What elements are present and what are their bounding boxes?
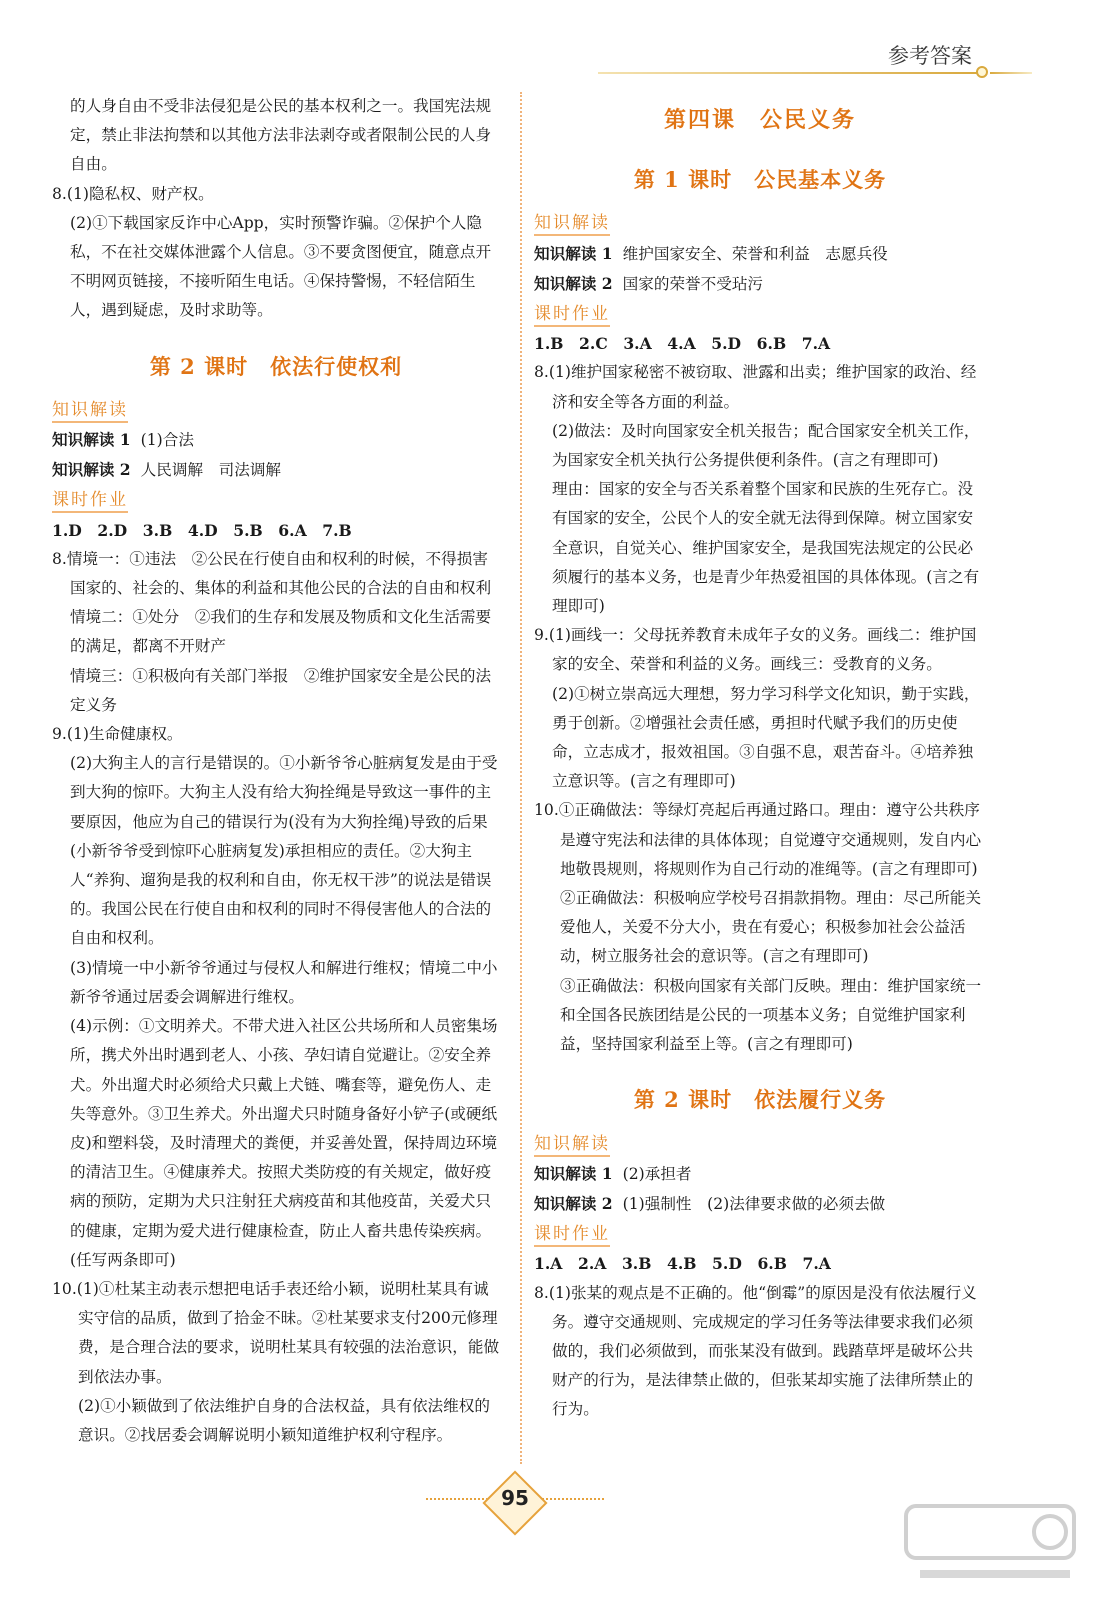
header-tail xyxy=(990,72,1032,74)
section-label-homework: 课时作业 xyxy=(52,489,128,513)
kp-label: 知识解读 2 xyxy=(534,273,613,293)
question-9-part1: 9.(1)生命健康权。 xyxy=(52,725,183,744)
paragraph: 的人身自由不受非法侵犯是公民的基本权利之一。我国宪法规定，禁止非法拘禁和以其他方法非法剥夺或者限制公民的人身自由。 xyxy=(70,97,492,174)
kp-text: (1)强制性 (2)法律要求做的必须去做 xyxy=(622,1194,886,1213)
question-8-scenario-2: 情境二：①处分 ②我们的生存和发展及物质和文化生活需要的满足，都离不开财产 xyxy=(70,608,492,656)
question-8-part1: 8.(1)维护国家秘密不被窃取、泄露和出卖；维护国家的政治、经济和安全等各方面的利益。 xyxy=(534,363,977,411)
choice-answers: 1.B 2.C 3.A 4.A 5.D 6.B 7.A xyxy=(534,334,831,354)
question-9-part2: (2)①树立崇高远大理想，努力学习科学文化知识，勤于实践，勇于创新。②增强社会责任感，勇担时代赋予我们的历史使命，立志成才，报效祖国。③自强不息，艰苦奋斗。④培养独立意识等。(言之有理即可) xyxy=(552,684,980,791)
header-label: 参考答案 xyxy=(888,44,972,68)
question-10-part2: (2)①小颖做到了依法维护自身的合法权益，具有依法维权的意识。②找居委会调解说明小颖知道维护权利守程序。 xyxy=(78,1396,490,1444)
header-rule xyxy=(598,72,978,74)
knowledge-point-2 xyxy=(52,455,500,485)
section-label-knowledge: 知识解读 xyxy=(534,212,610,236)
watermark-logo xyxy=(900,1500,1080,1590)
knowledge-point-2 xyxy=(534,269,986,299)
right-column xyxy=(534,92,986,1425)
question-10-part1: 10.①正确做法：等绿灯亮起后再通过路口。理由：遵守公共秩序是遵守宪法和法律的具体体现；自觉遵守交通规则，发自内心地敬畏规则，将规则作为自己行动的准绳等。(言之有理即可) xyxy=(534,801,982,878)
lesson-title: 第 1 课时 公民基本义务 xyxy=(633,167,887,193)
knowledge-point-1 xyxy=(52,425,500,455)
column-divider xyxy=(520,92,522,1464)
question-9-part2: (2)大狗主人的言行是错误的。①小新爷爷心脏病复发是由于受到大狗的惊吓。大狗主人没有给大狗拴绳是导致这一事件的主要原因，他应为自己的错误行为(没有为大狗拴绳)导致的后果(小新爷爷受到惊吓心脏病复发)承担相应的责任。②大狗主人“养狗、遛狗是我的权利和自由，你无权干涉”的说法是错误的。我国公民在行使自由和权利的同时不得侵害他人的合法的自由和权利。 xyxy=(70,754,498,948)
kp-label: 知识解读 2 xyxy=(534,1193,613,1213)
kp-text: 维护国家安全、荣誉和利益 志愿兵役 xyxy=(622,244,888,263)
knowledge-point-1 xyxy=(534,1159,986,1189)
page-dots-right xyxy=(542,1498,604,1500)
left-column xyxy=(52,92,500,1450)
question-10-part3: ③正确做法：积极向国家有关部门反映。理由：维护国家统一和全国各民族团结是公民的一项基本义务；自觉维护国家利益，坚持国家利益至上等。(言之有理即可) xyxy=(560,976,982,1054)
lesson-title: 第 2 课时 依法行使权利 xyxy=(149,353,403,379)
section-label-homework: 课时作业 xyxy=(534,303,610,327)
knowledge-point-2 xyxy=(534,1189,986,1219)
page-number: 95 xyxy=(501,1486,529,1510)
question-8-scenario-1: 8.情境一：①违法 ②公民在行使自由和权利的时候，不得损害国家的、社会的、集体的利益和其他公民的合法的自由和权利 xyxy=(52,549,492,598)
question-8-part1: 8.(1)隐私权、财产权。 xyxy=(52,184,214,203)
kp-text: (2)承担者 xyxy=(622,1164,692,1183)
question-10-part2: ②正确做法：积极响应学校号召捐款捐物。理由：尽己所能关爱他人，关爱不分大小，贵在有爱心；积极参加社会公益活动，树立服务社会的意识等。(言之有理即可) xyxy=(560,889,982,966)
unit-title: 第四课 公民义务 xyxy=(663,107,856,133)
choice-answers: 1.A 2.A 3.B 4.B 5.D 6.B 7.A xyxy=(534,1254,831,1274)
kp-label: 知识解读 1 xyxy=(534,243,613,263)
kp-text: 人民调解 司法调解 xyxy=(140,461,282,480)
question-9-part1: 9.(1)画线一：父母抚养教育未成年子女的义务。画线二：维护国家的安全、荣誉和利益的义务。画线三：受教育的义务。 xyxy=(534,626,977,674)
section-label-knowledge: 知识解读 xyxy=(534,1133,610,1157)
kp-label: 知识解读 1 xyxy=(52,430,131,450)
question-8-part2: (2)做法：及时向国家安全机关报告；配合国家安全机关工作，为国家安全机关执行公务提供便利条件。(言之有理即可) xyxy=(552,421,980,470)
question-9-part4: (4)示例：①文明养犬。不带犬进入社区公共场所和人员密集场所，携犬外出时遇到老人、小孩、孕妇请自觉避让。②安全养犬。外出遛犬时必须给犬只戴上犬链、嘴套等，避免伤人、走失等意外。③卫生养犬。外出遛犬只时随身备好小铲子(或硬纸皮)和塑料袋，及时清理犬的粪便，并妥善处置，保持周边环境的清洁卫生。④健康养犬。按照犬类防疫的有关规定，做好疫病的预防，定期为犬只注射狂犬病疫苗和其他疫苗，关爱犬只的健康，定期为爱犬进行健康检查，防止人畜共患传染疾病。(任写两条即可) xyxy=(70,1017,498,1269)
section-label-knowledge: 知识解读 xyxy=(52,399,128,423)
question-10-part1: 10.(1)①杜某主动表示想把电话手表还给小颖，说明杜某具有诚实守信的品质，做到了拾金不昧。②杜某要求支付200元修理费，是合理合法的要求，说明杜某具有较强的法治意识，能做到依法办事。 xyxy=(52,1279,500,1386)
kp-text: (1)合法 xyxy=(140,431,194,450)
kp-label: 知识解读 1 xyxy=(534,1163,613,1183)
page-dots-left xyxy=(426,1498,488,1500)
question-8: 8.(1)张某的观点是不正确的。他“倒霉”的原因是没有依法履行义务。遵守交通规则、完成规定的学习任务等法律要求我们必须做的，我们必须做到，而张某没有做到。践踏草坪是破坏公共财产的行为，是法律禁止做的，但张某却实施了法律所禁止的行为。 xyxy=(534,1283,977,1419)
question-8-reason: 理由：国家的安全与否关系着整个国家和民族的生死存亡。没有国家的安全，公民个人的安全就无法得到保障。树立国家安全意识，自觉关心、维护国家安全，是我国宪法规定的公民必须履行的基本义务，也是青少年热爱祖国的具体体现。(言之有理即可) xyxy=(552,480,980,616)
question-9-part3: (3)情境一中小新爷爷通过与侵权人和解进行维权；情境二中小新爷爷通过居委会调解进行维权。 xyxy=(70,958,498,1006)
question-8-part2: (2)①下载国家反诈中心App，实时预警诈骗。②保护个人隐私，不在社交媒体泄露个人信息。③不要贪图便宜，随意点开不明网页链接，不接听陌生电话。④保持警惕，不轻信陌生人，遇到疑虑，及时求助等。 xyxy=(70,213,492,320)
choice-answers: 1.D 2.D 3.B 4.D 5.B 6.A 7.B xyxy=(52,520,352,540)
header-orb xyxy=(976,66,988,78)
knowledge-point-1 xyxy=(534,239,986,269)
kp-label: 知识解读 2 xyxy=(52,460,131,480)
lesson-title: 第 2 课时 依法履行义务 xyxy=(633,1087,887,1113)
question-8-scenario-3: 情境三：①积极向有关部门举报 ②维护国家安全是公民的法定义务 xyxy=(70,666,492,714)
kp-text: 国家的荣誉不受玷污 xyxy=(622,274,764,293)
section-label-homework: 课时作业 xyxy=(534,1223,610,1247)
